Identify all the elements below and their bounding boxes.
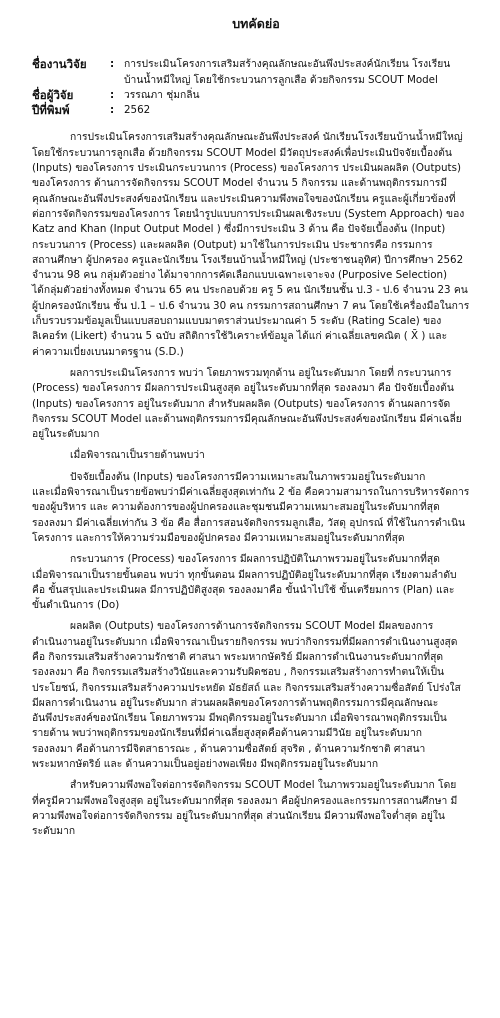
- paragraph: [32, 366, 480, 442]
- paragraph-line: รองลงมา คือด้านการมีจิตสาธารณะ , ด้านความซื่อสัตย์ สุจริต , ด้านความรักชาติ ศาสนา: [32, 742, 426, 755]
- paragraph-line: รองลงมา มีค่าเฉลี่ยเท่ากัน 3 ข้อ คือ สื่อการสอนจัดกิจกรรมลูกเสือ, วัสดุ อุปกรณ์ ที่ใช้ในการดำเนิน: [32, 516, 466, 529]
- paragraph-line: อยู่ในระดับมาก: [32, 428, 100, 441]
- paragraph-line: มีผลการดำเนินงาน อยู่ในระดับมาก ส่วนผลผลิตของโครงการด้านพฤติกรรมการมีคุณลักษณะ: [32, 696, 439, 709]
- meta-key-year: ปีที่พิมพ์: [32, 103, 70, 118]
- meta-line: การประเมินโครงการเสริมสร้างคุณลักษณะอันพึงประสงค์นักเรียน โรงเรียน: [124, 58, 451, 71]
- paragraph-line: ความพึงพอใจต่อการจัดกิจกรรม อยู่ในระดับมากที่สุด ส่วนนักเรียน มีความพึงพอใจต่ำสุด อยู่ใน: [32, 809, 445, 822]
- paragraph-line: ลิเคอร์ท (Likert) จำนวน 5 ฉบับ สถิติการใช้วิเคราะห์ข้อมูล ได้แก่ ค่าเฉลี่ยเลขคณิต ( X̄ ) และ: [32, 330, 448, 343]
- paragraph-line: ของผู้บริหาร และ ความต้องการของผู้ปกครองและชุมชนมีความเหมาะสมอยู่ในระดับมากที่สุด: [32, 501, 440, 514]
- paragraph-line: รายด้าน พบว่าพฤติกรรมของนักเรียนที่มีค่าเฉลี่ยสูงสุดคือด้านความมีวินัย อยู่ในระดับมาก: [32, 727, 422, 740]
- paragraph-line: (Process) ของโครงการ มีผลการประเมินสูงสุด อยู่ในระดับมากที่สุด รองลงมา คือ ปัจจัยเบื้องต้น: [32, 382, 454, 395]
- paragraph: [32, 619, 480, 772]
- meta-colon: :: [110, 88, 115, 101]
- paragraph-line: กิจกรรม SCOUT Model และด้านพฤติกรรมการมีคุณลักษณะอันพึงประสงค์ของนักเรียน มีค่าเฉลี่ย: [32, 412, 462, 425]
- paragraph-line: จำนวน 98 คน กลุ่มตัวอย่าง ได้มาจากการคัดเลือกแบบเฉพาะเจาะจง (Purposive Selection): [32, 269, 448, 282]
- paragraph-line: พระมหากษัตริย์ และ ด้านความเป็นอยู่อย่างพอเพียง มีพฤติกรรมอยู่ในระดับมาก: [32, 758, 379, 771]
- paragraph-line: ของโครงการ ด้านการจัดกิจกรรม SCOUT Model จำนวน 5 กิจกรรม และด้านพฤติกรรมการมี: [32, 177, 448, 190]
- metadata-block: [32, 57, 480, 118]
- paragraph-line: ที่ครูมีความพึงพอใจสูงสุด อยู่ในระดับมากที่สุด รองลงมา คือผู้ปกครองและกรรมการสถานศึกษา มี: [32, 794, 458, 807]
- paragraph-line: ต่อการจัดกิจกรรมของโครงการ โดยนำรูปแบบการประเมินผลเชิงระบบ (System Approach) ของ: [32, 207, 465, 220]
- paragraph-line: (Inputs) ของโครงการ อยู่ในระดับมาก สำหรับผลผลิต (Outputs) ของโครงการ ด้านผลการจัด: [32, 397, 451, 410]
- paragraph-line: คือ ขั้นสรุปและประเมินผล มีการปฏิบัติสูงสุด รองลงมาคือ ขั้นนำไปใช้ ขั้นเตรียมการ (Plan) และ: [32, 583, 455, 596]
- paragraph-line: คุณลักษณะอันพึงประสงค์ของนักเรียน และประเมินความพึงพอใจของนักเรียน ครูและผู้เกี่ยวข้องที่: [32, 192, 456, 205]
- paragraph-line: ขั้นดำเนินการ (Do): [32, 599, 120, 612]
- meta-line: บ้านน้ำหมีใหญ่ โดยใช้กระบวนการลูกเสือ ด้วยกิจกรรม SCOUT Model: [124, 73, 438, 86]
- paragraph-line: ปัจจัยเบื้องต้น (Inputs) ของโครงการมีความเหมาะสมในภาพรวมอยู่ในระดับมาก: [70, 470, 426, 483]
- paragraph-line: (Inputs) ของโครงการ ประเมินกระบวนการ (Process) ของโครงการ ประเมินผลผลิต (Outputs): [32, 162, 461, 175]
- meta-key-author: ชื่อผู้วิจัย: [32, 87, 74, 102]
- meta-value-author: [124, 88, 480, 103]
- paragraph-line: อันพึงประสงค์ของนักเรียน โดยภาพรวม มีพฤติกรรมอยู่ในระดับมาก เมื่อพิจารณาพฤติกรรมเป็น: [32, 712, 447, 725]
- paragraph-line: ค่าความเบี่ยงเบนมาตรฐาน (S.D.): [32, 345, 184, 358]
- paragraph-line: ดำเนินงานอยู่ในระดับมาก เมื่อพิจารณาเป็นรายกิจกรรม พบว่ากิจกรรมที่มีผลการดำเนินงานสูงสุด: [32, 635, 458, 648]
- paragraph-line: ประโยชน์, กิจกรรมเสริมสร้างความประหยัด มัธยัสถ์ และ กิจกรรมเสริมสร้างความซื่อสัตย์ โปร่งใส: [32, 681, 461, 694]
- paragraph: [32, 778, 480, 839]
- paragraph-line: ผลการประเมินโครงการ พบว่า โดยภาพรวมทุกด้าน อยู่ในระดับมาก โดยที่ กระบวนการ: [70, 366, 452, 379]
- paragraph-line: การประเมินโครงการเสริมสร้างคุณลักษณะอันพึงประสงค์ นักเรียนโรงเรียนบ้านน้ำหมีใหญ่: [70, 131, 463, 144]
- meta-colon: :: [110, 58, 115, 71]
- meta-value-year: [124, 103, 480, 118]
- meta-colon: :: [110, 104, 115, 117]
- paragraph-line: สำหรับความพึงพอใจต่อการจัดกิจกรรม SCOUT Model ในภาพรวมอยู่ในระดับมาก โดย: [70, 779, 457, 792]
- paragraph-line: เมื่อพิจารณาเป็นรายด้านพบว่า: [70, 449, 205, 462]
- page-title: บทคัดย่อ: [232, 16, 280, 31]
- paragraph-line: โดยใช้กระบวนการลูกเสือ ด้วยกิจกรรม SCOUT Model มีวัตถุประสงค์เพื่อประเมินปัจจัยเบื้องต้น: [32, 146, 452, 159]
- abstract-body: [32, 130, 480, 839]
- paragraph-line: Katz and Khan (Input Output Model ) ซึ่งมีการประเมิน 3 ด้าน คือ ปัจจัยเบื้องต้น (Input): [32, 223, 446, 236]
- meta-value-title: [124, 57, 480, 88]
- paragraph-line: ผลผลิต (Outputs) ของโครงการด้านการจัดกิจกรรม SCOUT Model มีผลของการ: [70, 620, 434, 633]
- paragraph-line: กระบวนการ (Process) ของโครงการ มีผลการปฏิบัติในภาพรวมอยู่ในระดับมากที่สุด: [70, 553, 440, 566]
- paragraph: [32, 552, 480, 613]
- meta-line: 2562: [124, 104, 151, 117]
- paragraph-line: สถานศึกษา ผู้ปกครอง ครูและนักเรียน โรงเรียนบ้านน้ำหมีใหญ่ (ประชาชนอุทิศ) ปีการศึกษา 2562: [32, 253, 464, 266]
- meta-key-title: ชื่องานวิจัย: [32, 57, 87, 72]
- paragraph-line: ระดับมาก: [32, 825, 76, 838]
- paragraph-line: เก็บรวบรวมข้อมูลเป็นแบบสอบถามแบบมาตราส่วนประมาณค่า 5 ระดับ (Rating Scale) ของ: [32, 315, 442, 328]
- paragraph-line: กระบวนการ (Process) และผลผลิต (Output) มาใช้ในการประเมิน ประชากรคือ กรรมการ: [32, 238, 433, 251]
- paragraph-line: รองลงมา คือ กิจกรรมเสริมสร้างวินัยและความรับผิดชอบ , กิจกรรมเสริมสร้างการทำตนให้เป็น: [32, 666, 445, 679]
- paragraph: [32, 448, 480, 463]
- paragraph-line: ได้กลุ่มตัวอย่างทั้งหมด จำนวน 65 คน ประกอบด้วย ครู 5 คน นักเรียนชั้น ป.3 - ป.6 จำนวน 23 คน: [32, 284, 468, 297]
- paragraph: [32, 130, 480, 359]
- paragraph: [32, 470, 480, 546]
- meta-line: วรรณภา ชุ่มกลิ่น: [124, 88, 200, 101]
- paragraph-line: และเมื่อพิจารณาเป็นรายข้อพบว่ามีค่าเฉลี่ยสูงสุดเท่ากัน 2 ข้อ คือความสามารถในการบริหารจัดการ: [32, 486, 470, 499]
- paragraph-line: ผู้ปกครองนักเรียน ชั้น ป.1 – ป.6 จำนวน 30 คน กรรมการสถานศึกษา 7 คน โดยใช้เครื่องมือในการ: [32, 299, 470, 312]
- paragraph-line: เมื่อพิจารณาเป็นรายขั้นตอน พบว่า ทุกขั้นตอน มีผลการปฏิบัติอยู่ในระดับมากที่สุด เรียงตามลำดับ: [32, 568, 457, 581]
- paragraph-line: โครงการ และการให้ความร่วมมือของผู้ปกครอง มีความเหมาะสมอยู่ในระดับมากที่สุด: [32, 531, 405, 544]
- paragraph-line: คือ กิจกรรมเสริมสร้างความรักชาติ ศาสนา พระมหากษัตริย์ มีผลการดำเนินงานระดับมากที่สุด: [32, 650, 444, 663]
